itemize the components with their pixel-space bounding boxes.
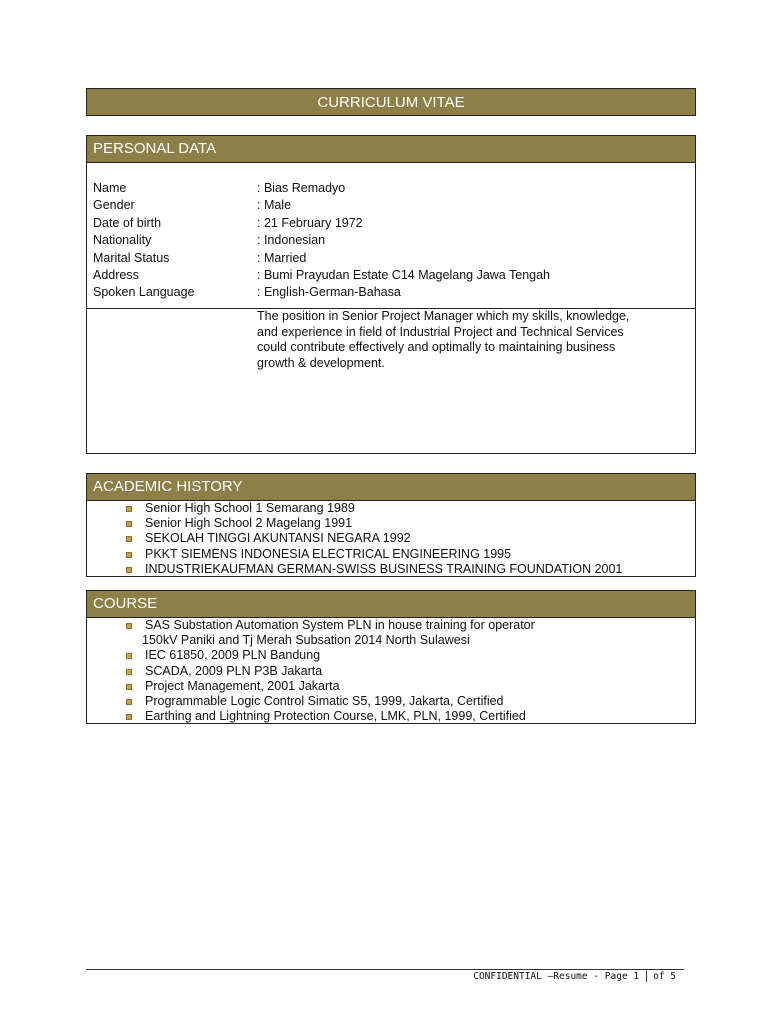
course-item-text: Programmable Logic Control Simatic S5, 1999, Jakarta, Certified [145, 694, 504, 709]
personal-label: Nationality [93, 233, 152, 248]
course-section [86, 590, 696, 724]
personal-label: Gender [93, 198, 135, 213]
personal-data-section [86, 135, 696, 454]
objective-line: and experience in field of Industrial Project and Technical Services [257, 324, 624, 339]
personal-label: Name [93, 181, 127, 195]
list-item [123, 709, 535, 724]
square-bullet-icon [126, 714, 132, 720]
square-bullet-icon [126, 567, 132, 573]
academic-item-text: Senior High School 2 Magelang 1991 [145, 516, 353, 531]
square-bullet-icon [126, 506, 132, 512]
personal-value: : Bumi Prayudan Estate C14 Magelang Jawa Tengah [257, 268, 551, 283]
list-item [123, 516, 622, 531]
list-item [123, 501, 622, 516]
personal-value: : Male [257, 198, 292, 213]
square-bullet-icon [126, 653, 132, 659]
square-bullet-icon [126, 699, 132, 705]
academic-item-text: PKKT SIEMENS INDONESIA ELECTRICAL ENGINEERING 1995 [145, 546, 512, 561]
academic-item-text: SEKOLAH TINGGI AKUNTANSI NEGARA 1992 [145, 531, 411, 546]
square-bullet-icon [126, 623, 132, 629]
course-heading: COURSE [87, 591, 695, 618]
list-item [123, 694, 535, 709]
list-item [123, 531, 622, 546]
academic-history-heading: ACADEMIC HISTORY [87, 474, 695, 501]
personal-row-address [93, 267, 550, 284]
list-item [123, 679, 535, 694]
personal-label: Spoken Language [93, 285, 195, 300]
career-objective [257, 309, 689, 371]
personal-value: : Bias Remadyo [257, 181, 346, 195]
personal-row-date-of-birth [93, 215, 550, 232]
square-bullet-icon [126, 552, 132, 558]
course-item-text: SAS Substation Automation System PLN in house training for operator [145, 618, 535, 632]
personal-row-marital-status [93, 250, 550, 267]
personal-row-gender [93, 197, 550, 214]
footer-confidential-text: CONFIDENTIAL –Resume - Page 1 [473, 971, 640, 982]
personal-value: : Married [257, 250, 307, 265]
personal-row-name [93, 180, 550, 197]
footer-separator [646, 971, 647, 982]
academic-history-section [86, 473, 696, 577]
footer-page-count: of 5 [653, 971, 676, 982]
personal-value: : 21 February 1972 [257, 215, 363, 230]
personal-label: Address [93, 268, 139, 283]
square-bullet-icon [126, 669, 132, 675]
page-footer [473, 971, 676, 982]
objective-line: The position in Senior Project Manager which my skills, knowledge, [257, 309, 630, 323]
personal-value: : English-German-Bahasa [257, 285, 401, 300]
list-item [123, 547, 622, 562]
course-item-text: SCADA, 2009 PLN P3B Jakarta [145, 663, 323, 678]
personal-label: Date of birth [93, 215, 162, 230]
academic-item-text: Senior High School 1 Semarang 1989 [145, 501, 355, 515]
personal-value: : Indonesian [257, 233, 326, 248]
square-bullet-icon [126, 521, 132, 527]
document-title: CURRICULUM VITAE [86, 88, 696, 116]
personal-label: Marital Status [93, 250, 170, 265]
course-item-continuation: 150kV Paniki and Tj Merah Subsation 2014 North Sulawesi [142, 633, 470, 648]
list-item [123, 648, 535, 663]
academic-item-text: INDUSTRIEKAUFMAN GERMAN-SWISS BUSINESS TRAINING FOUNDATION 2001 [145, 561, 623, 576]
personal-row-spoken-language [93, 284, 550, 301]
course-item-text: IEC 61850, 2009 PLN Bandung [145, 648, 321, 663]
personal-row-nationality [93, 232, 550, 249]
academic-list [123, 501, 622, 577]
course-item-text: Earthing and Lightning Protection Course, LMK, PLN, 1999, Certified [145, 709, 526, 724]
personal-data-table [93, 180, 550, 302]
objective-line: could contribute effectively and optimally to maintaining business [257, 340, 616, 355]
course-item-text: Project Management, 2001 Jakarta [145, 678, 340, 693]
list-item [123, 562, 622, 577]
objective-line: growth & development. [257, 355, 385, 370]
course-list [123, 618, 535, 724]
list-item [123, 664, 535, 679]
personal-data-heading: PERSONAL DATA [87, 136, 695, 163]
square-bullet-icon [126, 536, 132, 542]
footer-divider [86, 969, 684, 970]
list-item [123, 618, 535, 648]
square-bullet-icon [126, 684, 132, 690]
